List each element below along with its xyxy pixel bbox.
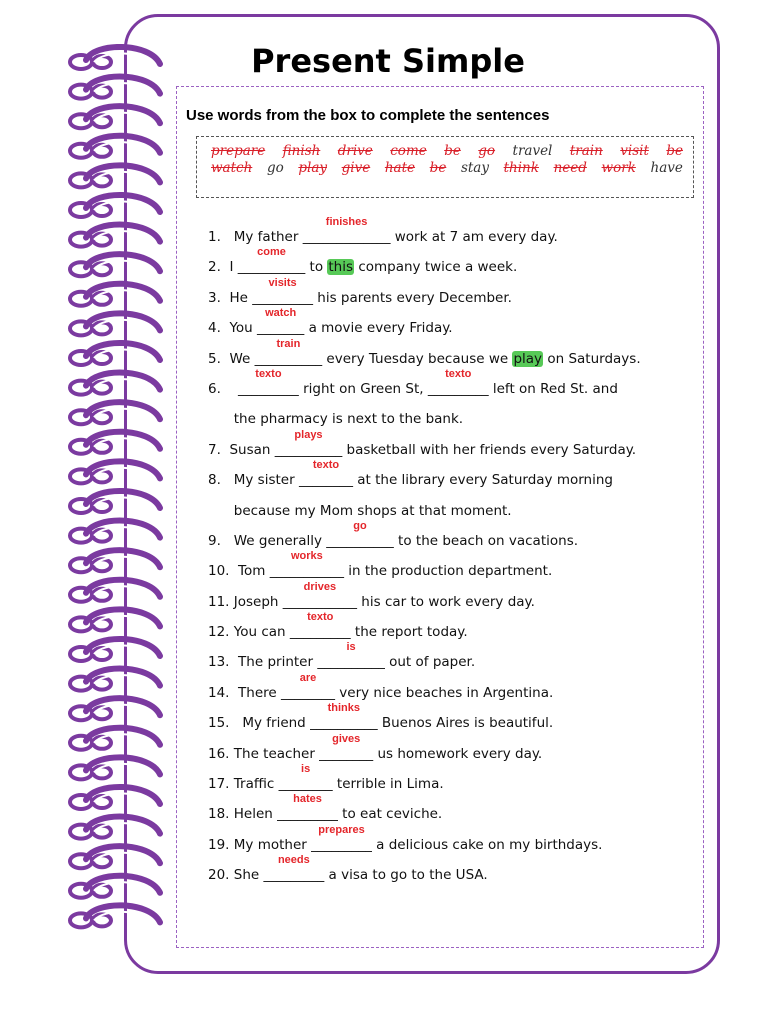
sentence-text: at the library every Saturday morning	[352, 472, 613, 489]
word-bank-word: go	[478, 143, 496, 159]
sentence-text: 12. You can	[208, 624, 290, 641]
word-bank-word: hate	[384, 160, 416, 176]
answer-blank[interactable]	[302, 216, 391, 250]
sentence-text: work at 7 am every day.	[390, 229, 558, 245]
blank-underline: ________	[281, 684, 336, 701]
sentence-text: in the production department.	[343, 563, 553, 580]
blank-underline: _________	[238, 380, 299, 397]
sentence-line	[208, 459, 698, 497]
sentence-line	[208, 580, 698, 619]
sentence-text: because my Mom shops at that moment.	[208, 502, 512, 519]
answer-text: works	[290, 550, 323, 563]
sentence-text: 16. The teacher	[208, 745, 320, 762]
blank-underline: __________	[237, 259, 306, 276]
answer-text: drives	[303, 580, 337, 593]
ring-icon	[70, 47, 160, 69]
ring-icon	[70, 461, 160, 483]
answer-text: go	[353, 519, 367, 532]
sentence-text: right on Green St,	[298, 380, 428, 397]
instruction-text: Use words from the box to complete the sentences	[186, 107, 550, 124]
ring-icon	[70, 402, 160, 424]
sentence-text: basketball with her friends every Saturday.	[342, 441, 637, 458]
sentence-text: 14. There	[208, 684, 282, 701]
sentence-text: 3. He	[208, 289, 253, 306]
word-bank-word: have	[650, 160, 683, 176]
highlighted-word: play	[513, 350, 543, 367]
blank-underline: __________	[326, 532, 394, 549]
sentence-text: 11. Joseph	[208, 593, 283, 610]
blank-underline: _________	[277, 806, 338, 823]
answer-text: texto	[255, 367, 282, 380]
sentence-text: very nice beaches in Argentina.	[335, 684, 554, 701]
word-bank-line-2	[211, 160, 683, 177]
sentence-line	[208, 702, 698, 740]
word-bank-word: travel	[512, 143, 553, 159]
answer-text: plays	[294, 428, 323, 441]
ring-icon	[70, 195, 160, 217]
sentence-text: a visa to go to the USA.	[324, 867, 488, 884]
sentence-text: to eat ceviche.	[337, 806, 443, 823]
answer-text: train	[276, 337, 301, 350]
sentence-text: 1. My father	[208, 229, 303, 245]
sentence-text: every Tuesday because we	[322, 350, 513, 367]
sentence-text: 7. Susan	[208, 441, 275, 458]
answer-text: watch	[265, 307, 297, 320]
word-bank-word: be	[429, 160, 447, 176]
sentence-text: to the beach on vacations.	[393, 532, 579, 549]
sentence-line	[208, 498, 698, 528]
word-bank-word: be	[666, 143, 683, 159]
word-bank-word: finish	[282, 143, 321, 159]
word-bank-word: visit	[620, 143, 649, 159]
sentence-text: to	[305, 259, 328, 276]
ring-icon	[70, 432, 160, 454]
word-bank-word: come	[390, 143, 427, 159]
ring-icon	[70, 373, 160, 395]
ring-icon	[70, 817, 160, 839]
ring-icon	[70, 550, 160, 572]
sentence-line	[208, 854, 698, 892]
blank-underline: ________	[319, 745, 374, 762]
sentence-text: his car to work every day.	[357, 593, 535, 610]
ring-icon	[70, 876, 160, 898]
ring-icon	[70, 225, 160, 247]
sentence-text: the report today.	[350, 624, 468, 641]
sentence-text: 4. You	[208, 320, 258, 337]
blank-underline: _____________	[302, 229, 391, 245]
ring-icon	[70, 106, 160, 128]
word-bank-word: train	[569, 143, 603, 159]
answer-blank[interactable]	[298, 459, 353, 493]
answer-text: visits	[268, 276, 297, 289]
word-bank	[196, 136, 694, 198]
blank-underline: _________	[263, 867, 325, 884]
sentence-text: 13. The printer	[208, 654, 318, 671]
word-bank-word: give	[341, 160, 371, 176]
ring-icon	[70, 787, 160, 809]
sentence-line	[208, 671, 698, 710]
sentence-text: 5. We	[208, 350, 255, 367]
sentence-line	[208, 611, 698, 649]
sentence-text: 9. We generally	[208, 532, 327, 549]
sentence-text: 2. I	[208, 259, 238, 276]
blank-underline: _________	[427, 380, 489, 397]
word-bank-word: play	[298, 160, 327, 176]
blank-underline: __________	[254, 350, 323, 367]
ring-icon	[70, 757, 160, 779]
sentence-line	[208, 550, 698, 588]
ring-icon	[70, 136, 160, 158]
sentence-text: 17. Traffic	[208, 776, 279, 793]
sentence-line	[208, 367, 698, 406]
answer-text: finishes	[325, 216, 368, 228]
ring-icon	[70, 521, 160, 543]
blank-underline: ________	[298, 472, 353, 489]
blank-underline: __________	[310, 715, 378, 732]
sentence-text: us homework every day.	[373, 745, 543, 762]
answer-text: needs	[277, 854, 310, 867]
sentence-text: on Saturdays.	[543, 350, 641, 367]
word-bank-word: think	[503, 160, 539, 176]
answer-text: texto	[307, 611, 334, 624]
ring-icon	[70, 698, 160, 720]
ring-icon	[70, 491, 160, 513]
sentence-line	[208, 793, 698, 831]
ring-icon	[70, 846, 160, 868]
sentence-text: terrible in Lima.	[332, 776, 444, 793]
blank-underline: ___________	[282, 593, 358, 610]
spiral-binding-icon	[64, 44, 174, 934]
sentence-text: 20. She	[208, 867, 264, 884]
sentence-text: a movie every Friday.	[304, 320, 453, 337]
answer-text: come	[257, 246, 286, 259]
word-bank-word: go	[266, 160, 284, 176]
answer-text: prepares	[318, 823, 365, 836]
ring-icon	[70, 284, 160, 306]
word-bank-word: need	[553, 160, 587, 176]
ring-icon	[70, 609, 160, 631]
ring-icon	[70, 165, 160, 187]
ring-icon	[70, 77, 160, 99]
word-bank-word: drive	[337, 143, 373, 159]
answer-text: hates	[293, 793, 322, 806]
word-bank-word: be	[444, 143, 461, 159]
blank-underline: _______	[257, 320, 305, 337]
sentence-text: his parents every December.	[312, 289, 512, 306]
ring-icon	[70, 728, 160, 750]
sentence-text: 10. Tom	[208, 563, 270, 580]
answer-text: gives	[332, 732, 361, 745]
blank-underline: ___________	[269, 563, 344, 580]
answer-text: is	[301, 763, 311, 776]
answer-text: texto	[445, 367, 472, 380]
word-bank-word: watch	[211, 160, 253, 176]
answer-text: are	[299, 671, 317, 684]
blank-underline: __________	[317, 654, 385, 671]
blank-underline: ________	[278, 776, 333, 793]
blank-underline: _________	[311, 836, 372, 853]
ring-icon	[70, 343, 160, 365]
sentence-text: company twice a week.	[354, 259, 518, 276]
answer-text: is	[346, 641, 356, 654]
sentence-text: out of paper.	[384, 654, 476, 671]
sentence-list	[208, 216, 698, 893]
ring-icon	[70, 254, 160, 276]
word-bank-word: prepare	[211, 143, 266, 159]
sentence-text: 15. My friend	[208, 715, 311, 732]
blank-underline: __________	[274, 441, 343, 458]
sentence-text: 18. Helen	[208, 806, 278, 823]
word-bank-line-1	[211, 143, 683, 160]
sentence-text: 8. My sister	[208, 472, 299, 489]
sentence-text: a delicious cake on my birthdays.	[371, 836, 603, 853]
answer-blank[interactable]	[427, 367, 489, 402]
blank-underline: _________	[289, 624, 351, 641]
word-bank-word: stay	[460, 160, 489, 176]
highlighted-word: this	[328, 259, 354, 276]
sentence-text: left on Red St. and	[488, 380, 618, 397]
ring-icon	[70, 313, 160, 335]
answer-blank[interactable]	[263, 854, 325, 888]
ring-icon	[70, 669, 160, 691]
sentence-line	[208, 428, 698, 467]
sentence-text: 6.	[208, 380, 239, 397]
blank-underline: _________	[252, 289, 313, 306]
answer-text: thinks	[327, 702, 361, 715]
sentence-text: the pharmacy is next to the bank.	[208, 411, 464, 428]
sentence-text: 19. My mother	[208, 836, 312, 853]
sentence-text: Buenos Aires is beautiful.	[377, 715, 554, 732]
ring-icon	[70, 639, 160, 661]
ring-icon	[70, 580, 160, 602]
answer-text: texto	[312, 459, 340, 472]
word-bank-word: work	[601, 160, 636, 176]
answer-blank[interactable]	[238, 367, 299, 402]
ring-icon	[70, 905, 160, 927]
page-title: Present Simple	[251, 42, 525, 80]
